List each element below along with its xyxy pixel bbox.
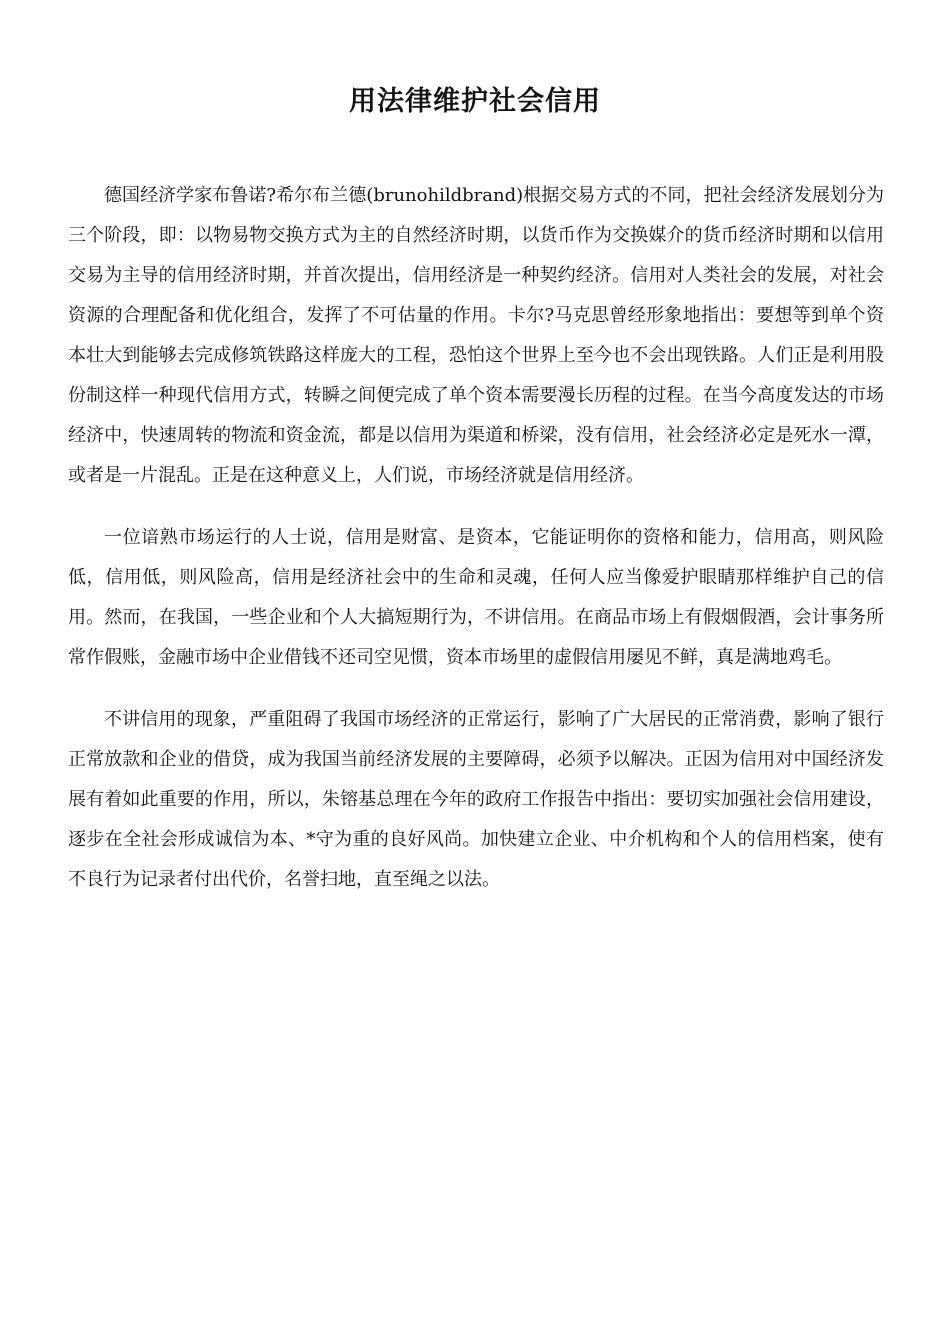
document-title: 用法律维护社会信用 — [349, 86, 601, 117]
paragraph-2: 一位谙熟市场运行的人士说，信用是财富、是资本，它能证明你的资格和能力，信用高，则风险低，信用低，则风险高，信用是经济社会中的生命和灵魂，任何人应当像爱护眼睛那样维护自己的信用。然而，在我国，一些企业和个人大搞短期行为，不讲信用。在商品市场上有假烟假酒，会计事务所常作假账，金融市场中企业借钱不还司空见惯，资本市场里的虚假信用屡见不鲜，真是满地鸡毛。 — [68, 527, 884, 668]
document-body — [68, 176, 884, 922]
paragraph-1: 德国经济学家布鲁诺?希尔布兰德(brunohildbrand)根据交易方式的不同，把社会经济发展划分为三个阶段，即：以物易物交换方式为主的自然经济时期，以货币作为交换媒介的货币经济时期和以信用交易为主导的信用经济时期，并首次提出，信用经济是一种契约经济。信用对人类社会的发展，对社会资源的合理配备和优化组合，发挥了不可估量的作用。卡尔?马克思曾经形象地指出：要想等到单个资本壮大到能够去完成修筑铁路这样庞大的工程，恐怕这个世界上至今也不会出现铁路。人们正是利用股份制这样一种现代信用方式，转瞬之间便完成了单个资本需要漫长历程的过程。在当今高度发达的市场经济中，快速周转的物流和资金流，都是以信用为渠道和桥梁，没有信用，社会经济必定是死水一潭，或者是一片混乱。正是在这种意义上，人们说，市场经济就是信用经济。 — [68, 185, 884, 486]
paragraph-3: 不讲信用的现象，严重阻碍了我国市场经济的正常运行，影响了广大居民的正常消费，影响了银行正常放款和企业的借贷，成为我国当前经济发展的主要障碍，必须予以解决。正因为信用对中国经济发展有着如此重要的作用，所以，朱镕基总理在今年的政府工作报告中指出：要切实加强社会信用建设，逐步在全社会形成诚信为本、*守为重的良好风尚。加快建立企业、中介机构和个人的信用档案，使有不良行为记录者付出代价，名誉扫地，直至绳之以法。 — [68, 709, 884, 890]
